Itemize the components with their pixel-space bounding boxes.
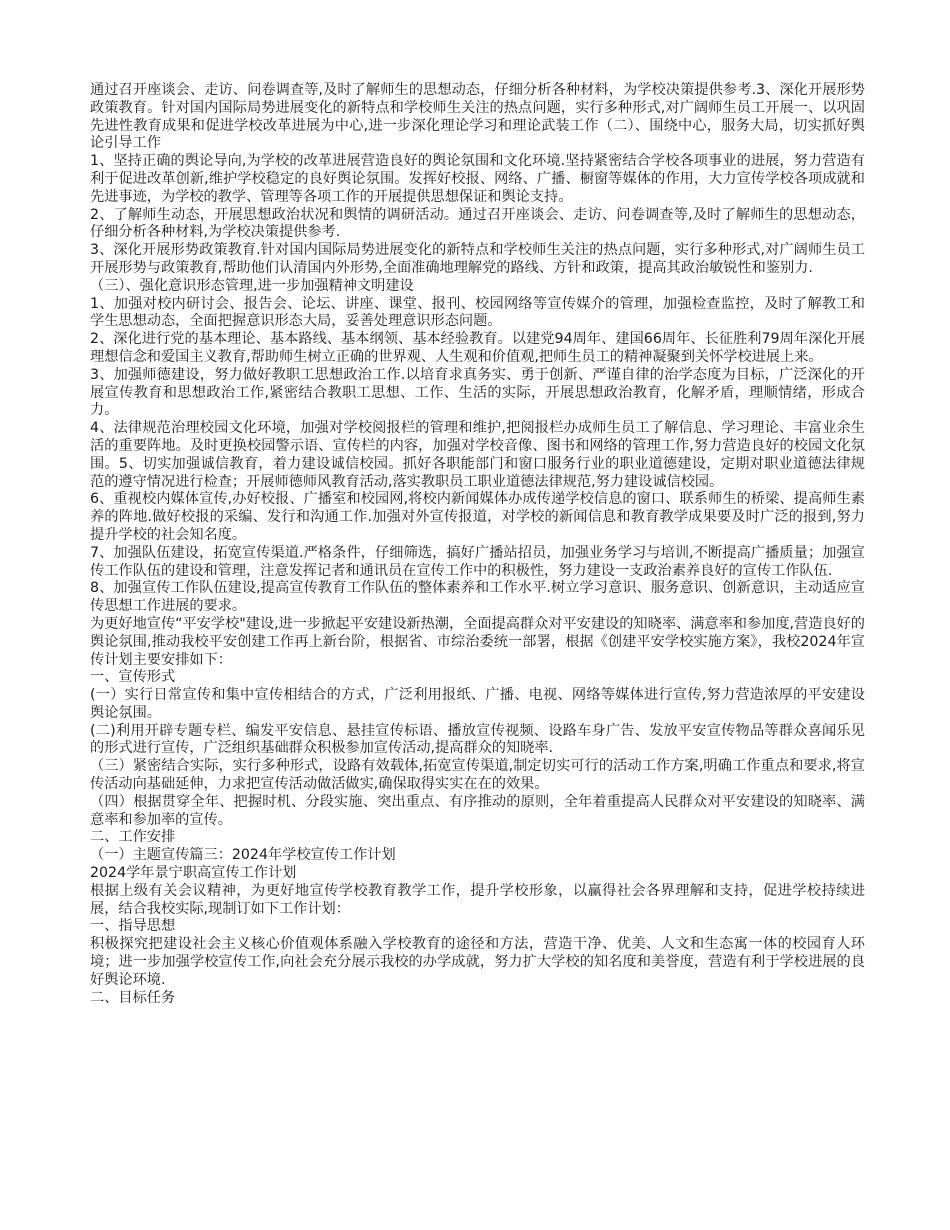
paragraph-item-8-team-quality: 8、加强宣传工作队伍建设,提高宣传教育工作队伍的整体素养和工作水平.树立学习意识、服务意识、创新意识，主动适应宣传思想工作进展的要求。: [90, 580, 865, 615]
section-heading-guiding-ideology: 一、指导思想: [90, 918, 176, 935]
section-heading-publicity-forms: 一、宣传形式: [90, 669, 176, 686]
paragraph-safe-school-intro: 为更好地宣传“平安学校"建设,进一步掀起平安建设新热潮，全面提高群众对平安建设的知晓率、满意率和参加度,营造良好的舆论氛围,推动我校平安创建工作再上新台阶，根据省、市综治委统一部署，根据《创建平安学校实施方案》，我校2024年宣传计划主要安排如下：: [90, 615, 865, 668]
paragraph-item-4-campus-culture: 4、法律规范治理校园文化环境，加强对学校阅报栏的管理和维护,把阅报栏办成师生员工了解信息、学习理论、丰富业余生活的重要阵地。及时更换校园警示语、宣传栏的内容，加强对学校音像、图书和网络的管理工作,努力营造良好的校园文化氛围。5、切实加强诚信教育，着力建设诚信校园。抓好各职能部门和窗口服务行业的职业道德建设，定期对职业道德法律规范的遵守情况进行检查；开展师德师风教育活动,落实教职员工职业道德法律规范,努力建设诚信校园。: [90, 420, 865, 490]
subheading-theme-publicity: （一）主题宣传篇三：2024年学校宣传工作计划: [90, 847, 396, 864]
paragraph-item-6-campus-media: 6、重视校内媒体宣传,办好校报、广播室和校园网,将校内新闻媒体办成传递学校信息的窗口、联系师生的桥梁、提高师生素养的阵地.做好校报的采编、发行和沟通工作.加强对外宣传报道，对学校的新闻信息和教育教学成果要及时广泛的报到,努力提升学校的社会知名度。: [90, 491, 865, 543]
paragraph-item-1-media-management: 1、加强对校内研讨会、报告会、论坛、讲座、课堂、报刊、校园网络等宣传媒介的管理，加强检查监控，及时了解教工和学生思想动态，全面把握意识形态大局，妥善处理意识形态问题。: [90, 295, 865, 330]
paragraph-form-2: (二)利用开辟专题专栏、编发平安信息、悬挂宣传标语、播放宣传视频、设路车身广告、发放平安宣传物品等群众喜闻乐见的形式进行宣传，广泛组织基础群众积极参加宣传活动,提高群众的知晓率.: [90, 722, 865, 757]
paragraph-form-4: （四）根据贯穿全年、把握时机、分段实施、突出重点、有序推动的原则，全年着重提高人民群众对平安建设的知晓率、满意率和参加率的宣传。: [90, 793, 865, 828]
paragraph-item-3-teacher-ethics: 3、加强师德建设，努力做好教职工思想政治工作.以培育求真务实、勇于创新、严谨自律的治学态度为目标，广泛深化的开展宣传教育和思想政治工作,紧密结合教职工思想、工作、生活的实际，开展思想政治教育，化解矛盾，理顺情绪，形成合力。: [90, 366, 865, 419]
paragraph-plan-intro: 根据上级有关会议精神，为更好地宣传学校教育教学工作，提升学校形象，以赢得社会各界理解和支持，促进学校持续进展，结合我校实际,现制订如下工作计划：: [90, 882, 865, 917]
paragraph-guiding-ideology: 积极探究把建设社会主义核心价值观体系融入学校教育的途径和方法，营造干净、优美、人文和生态寓一体的校园育人环境；进一步加强学校宣传工作,向社会充分展示我校的办学成就，努力扩大学校的知名度和美誉度，营造有利于学校进展的良好舆论环境.: [90, 936, 865, 988]
paragraph-intro-continuation: 通过召开座谈会、走访、问卷调查等,及时了解师生的思想动态，仔细分析各种材料，为学校决策提供参考.3、深化开展形势政策教育。针对国内国际局势进展变化的新特点和学校师生关注的热点问题，实行多种形式,对广阔师生员工开展一、以巩固先进性教育成果和促进学校改革进展为中心,进一步深化理论学习和理论武装工作（二）、围绕中心，服务大局，切实抓好舆论引导工作: [90, 82, 865, 152]
paragraph-form-3: （三）紧密结合实际，实行多种形式，设路有效载体,拓宽宣传渠道,制定切实可行的活动工作方案,明确工作重点和要求,将宣传活动向基础延伸，力求把宣传活动做活做实,确保取得实实在在的效果。: [90, 758, 865, 793]
paragraph-item-2-teacher-student-dynamics: 2、了解师生动态，开展思想政治状况和舆情的调研活动。通过召开座谈会、走访、问卷调查等,及时了解师生的思想动态，仔细分析各种材料,为学校决策提供参考.: [90, 206, 865, 241]
paragraph-item-3-policy-education: 3、深化开展形势政策教育.针对国内国际局势进展变化的新特点和学校师生关注的热点问题，实行多种形式,对广阔师生员工开展形势与政策教育,帮助他们认清国内外形势,全面准确地理解党的路线、方针和政策，提高其政治敏锐性和鉴别力.: [90, 242, 865, 276]
paragraph-item-2-party-theory: 2、深化进行党的基本理论、基本路线、基本纲领、基本经验教育。以建党94周年、建国66周年、长征胜利79周年深化开展理想信念和爱国主义教育,帮助师生树立正确的世界观、人生观和价值观,把师生员工的精神凝聚到关怀学校进展上来。: [90, 331, 865, 365]
section-heading-work-arrangement: 二、工作安排: [90, 829, 176, 846]
paragraph-item-7-team-building: 7、加强队伍建设，拓宽宣传渠道.严格条件，仔细筛选，搞好广播站招员，加强业务学习与培训,不断提高广播质量；加强宣传工作队伍的建设和管理，注意发挥记者和通讯员在宣传工作中的积极性，努力建设一支政治素养良好的宣传工作队伍.: [90, 544, 865, 579]
section-heading-ideology-management: （三）、强化意识形态管理,进一步加强精神文明建设: [90, 277, 414, 294]
section-heading-goals-tasks: 二、目标任务: [90, 989, 176, 1006]
paragraph-item-1-opinion-guidance: 1、坚持正确的舆论导向,为学校的改革进展营造良好的舆论氛围和文化环境.坚持紧密结合学校各项事业的进展，努力营造有利于促进改革创新,维护学校稳定的良好舆论氛围。发挥好校报、网络、广播、橱窗等媒体的作用，大力宣传学校各项成就和先进事迹，为学校的教学、管理等各项工作的开展提供思想保证和舆论支持。: [90, 153, 865, 205]
paragraph-form-1: (一）实行日常宣传和集中宣传相结合的方式，广泛利用报纸、广播、电视、网络等媒体进行宣传,努力营造浓厚的平安建设舆论氛围。: [90, 687, 865, 721]
document-title-2024-plan: 2024学年景宁职高宣传工作计划: [90, 865, 297, 882]
